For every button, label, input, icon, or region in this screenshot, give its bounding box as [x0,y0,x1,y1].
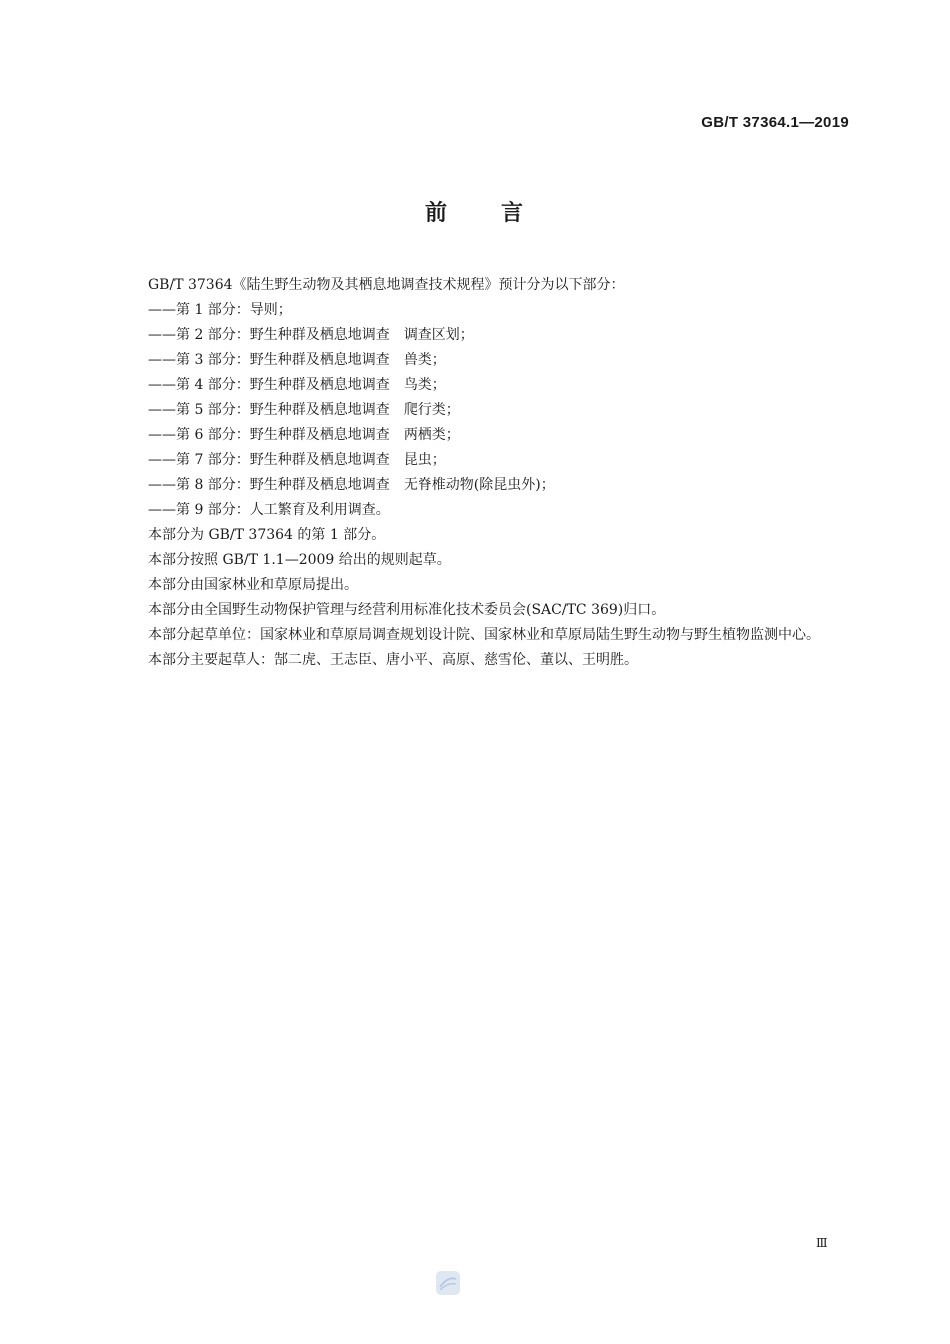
title-char-2: 言 [501,201,526,226]
part-item-label: ——第 7 部分：野生种群及栖息地调查 [148,452,390,468]
rules-paragraph: 本部分按照 GB/T 1.1—2009 给出的规则起草。 [148,552,451,568]
standard-number: GB/T 37364.1—2019 [701,114,849,131]
part-item-label: ——第 6 部分：野生种群及栖息地调查 [148,427,390,443]
sac-logo-icon [435,1270,461,1296]
drafting-units-paragraph: 本部分起草单位：国家林业和草原局调查规划设计院、国家林业和草原局陆生野生动物与野生植物监测中心。 [148,627,820,643]
part-item [115,373,850,398]
part-item-suffix: 两栖类； [403,427,460,443]
centralized-paragraph: 本部分由全国野生动物保护管理与经营利用标准化技术委员会(SAC/TC 369)归口。 [148,602,666,618]
part-item-label: ——第 5 部分：野生种群及栖息地调查 [148,402,390,418]
part-item [115,473,850,498]
part-item [115,448,850,473]
page-title [0,196,950,227]
proposed-paragraph: 本部分由国家林业和草原局提出。 [148,577,358,593]
part-item-suffix: 兽类； [403,352,446,368]
this-part-paragraph: 本部分为 GB/T 37364 的第 1 部分。 [148,527,386,543]
part-item-suffix: 昆虫； [403,452,446,468]
title-char-1: 前 [424,201,449,226]
drafters-paragraph: 本部分主要起草人：郜二虎、王志臣、唐小平、高原、慈雪伦、董以、王明胜。 [148,652,638,668]
part-item-label: ——第 8 部分：野生种群及栖息地调查 [148,477,390,493]
part-item-label: ——第 4 部分：野生种群及栖息地调查 [148,377,390,393]
part-item-label: ——第 3 部分：野生种群及栖息地调查 [148,352,390,368]
part-item-label: ——第 1 部分：导则； [148,302,292,318]
part-item-suffix: 鸟类； [403,377,446,393]
part-item-label: ——第 2 部分：野生种群及栖息地调查 [148,327,390,343]
part-item-label: ——第 9 部分：人工繁育及利用调查。 [148,502,390,518]
foreword-body [115,273,850,673]
page-number: Ⅲ [816,1236,828,1250]
part-item [115,423,850,448]
intro-paragraph: GB/T 37364《陆生野生动物及其栖息地调查技术规程》预计分为以下部分： [148,277,625,293]
part-item [115,498,850,523]
part-item [115,323,850,348]
part-item [115,348,850,373]
part-item-suffix: 调查区划； [403,327,474,343]
part-item-suffix: 无脊椎动物(除昆虫外)； [403,477,555,493]
part-item-suffix: 爬行类； [403,402,460,418]
part-item [115,398,850,423]
part-item [115,298,850,323]
